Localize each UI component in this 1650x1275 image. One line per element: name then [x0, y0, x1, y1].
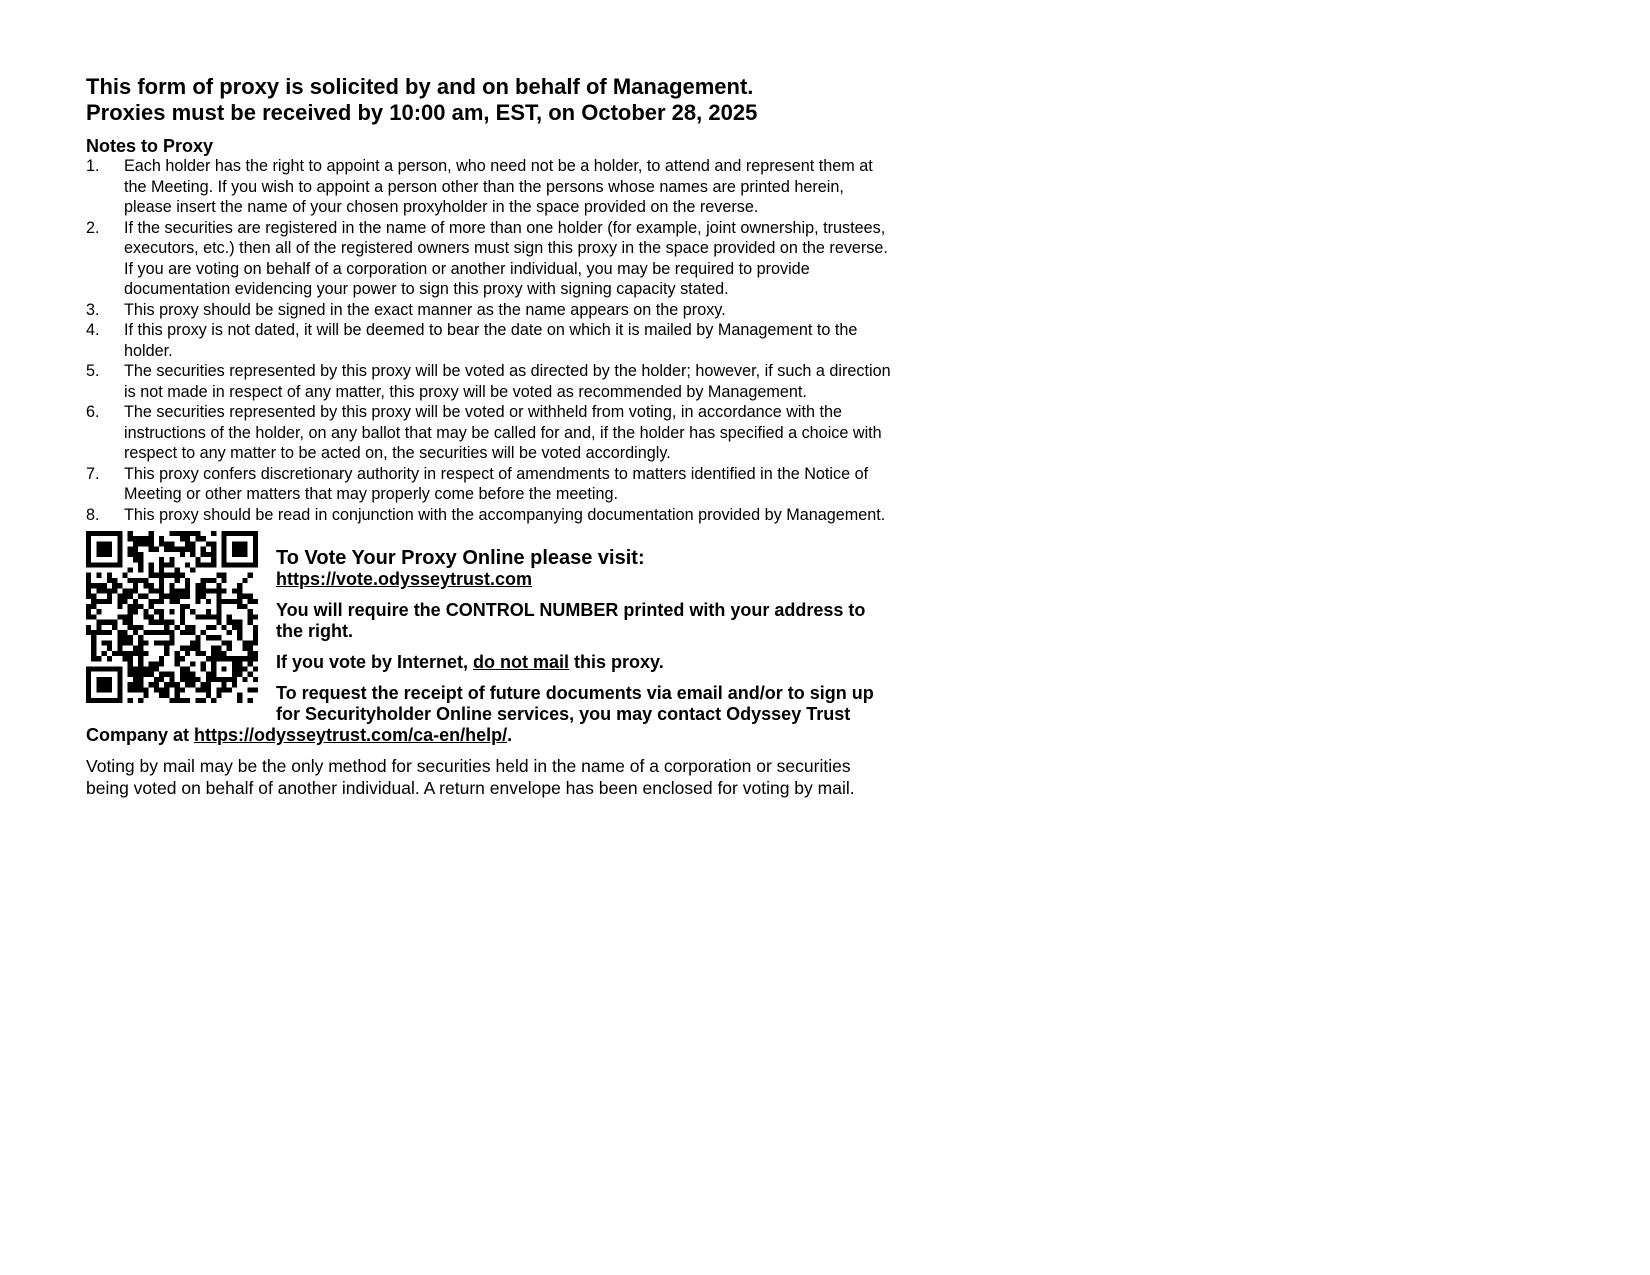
do-not-mail-text: do not mail — [473, 652, 570, 672]
note-item — [86, 464, 896, 505]
online-voting-section — [86, 531, 896, 746]
help-post: . — [507, 725, 513, 745]
note-text: If the securities are registered in the name of more than one holder (for example, joint ownership, trustees, executors, etc.) then all of the registered owners must sign this proxy in the space provided on the reverse. If you are voting on behalf of a corporation or another individual, you may be required to provide documentation evidencing your power to sign this proxy with signing capacity stated. — [124, 218, 888, 298]
solicitation-heading: This form of proxy is solicited by and on behalf of Management. — [86, 74, 754, 99]
note-item — [86, 505, 896, 526]
note-item — [86, 156, 896, 218]
internet-pre: If you vote by Internet, — [276, 652, 474, 672]
note-number: 3. — [86, 300, 100, 319]
note-number: 1. — [86, 157, 100, 175]
note-text: This proxy should be read in conjunction with the accompanying documentation provided by Management. — [124, 505, 886, 524]
note-number: 6. — [86, 403, 100, 421]
control-number-label: CONTROL NUMBER — [445, 600, 619, 620]
note-item — [86, 361, 896, 402]
control-post: printed with your address to the right. — [276, 600, 866, 641]
note-text: The securities represented by this proxy will be voted or withheld from voting, in accordance with the instructions of the holder, on any ballot that may be called for and, if the holder has specified a choice with respect to any matter to be acted on, the securities will be voted accordingly. — [124, 403, 882, 462]
request-text: To request the receipt of future documents via email and/or to sign up for Securityholder Online services, you may contact Odyssey Trust Company at — [86, 683, 874, 745]
note-text: If this proxy is not dated, it will be deemed to bear the date on which it is mailed by Management to the holder. — [124, 321, 858, 360]
note-item — [86, 320, 896, 361]
note-number: 2. — [86, 218, 100, 237]
note-item — [86, 300, 896, 321]
note-number: 5. — [86, 362, 100, 380]
vote-online-title: To Vote Your Proxy Online please visit: — [276, 547, 645, 569]
qr-code-icon[interactable] — [86, 531, 258, 703]
notes-list — [86, 156, 896, 525]
note-item — [86, 218, 896, 300]
note-item — [86, 402, 896, 464]
note-text: This proxy should be signed in the exact manner as the name appears on the proxy. — [124, 300, 726, 319]
note-text: This proxy confers discretionary authority in respect of amendments to matters identified in the Notice of Meeting or other matters that may properly come before the meeting. — [124, 464, 869, 503]
note-number: 8. — [86, 505, 100, 524]
control-pre: You will require the — [276, 600, 446, 620]
proxy-notes-page — [86, 74, 896, 799]
note-text: Each holder has the right to appoint a person, who need not be a holder, to attend and represent them at the Meeting. If you wish to appoint a person other than the persons whose names are printed herein, please insert the name of your chosen proxyholder in the space provided on the reverse. — [124, 157, 873, 216]
help-url-link[interactable]: https://odysseytrust.com/ca-en/help/ — [194, 725, 508, 745]
notes-title: Notes to Proxy — [86, 136, 214, 156]
vote-url-link[interactable]: https://vote.odysseytrust.com — [276, 569, 533, 589]
mail-voting-note: Voting by mail may be the only method for securities held in the name of a corporation or securities being voted on behalf of another individual. A return envelope has been enclosed for voting by mail. — [86, 756, 855, 798]
note-number: 7. — [86, 464, 100, 483]
internet-post: this proxy. — [569, 652, 664, 672]
note-text: The securities represented by this proxy will be voted as directed by the holder; however, if such a direction is not made in respect of any matter, this proxy will be voted as recommended by Management. — [124, 362, 891, 401]
note-number: 4. — [86, 321, 100, 339]
deadline-heading: Proxies must be received by 10:00 am, EST, on October 28, 2025 — [86, 100, 758, 125]
